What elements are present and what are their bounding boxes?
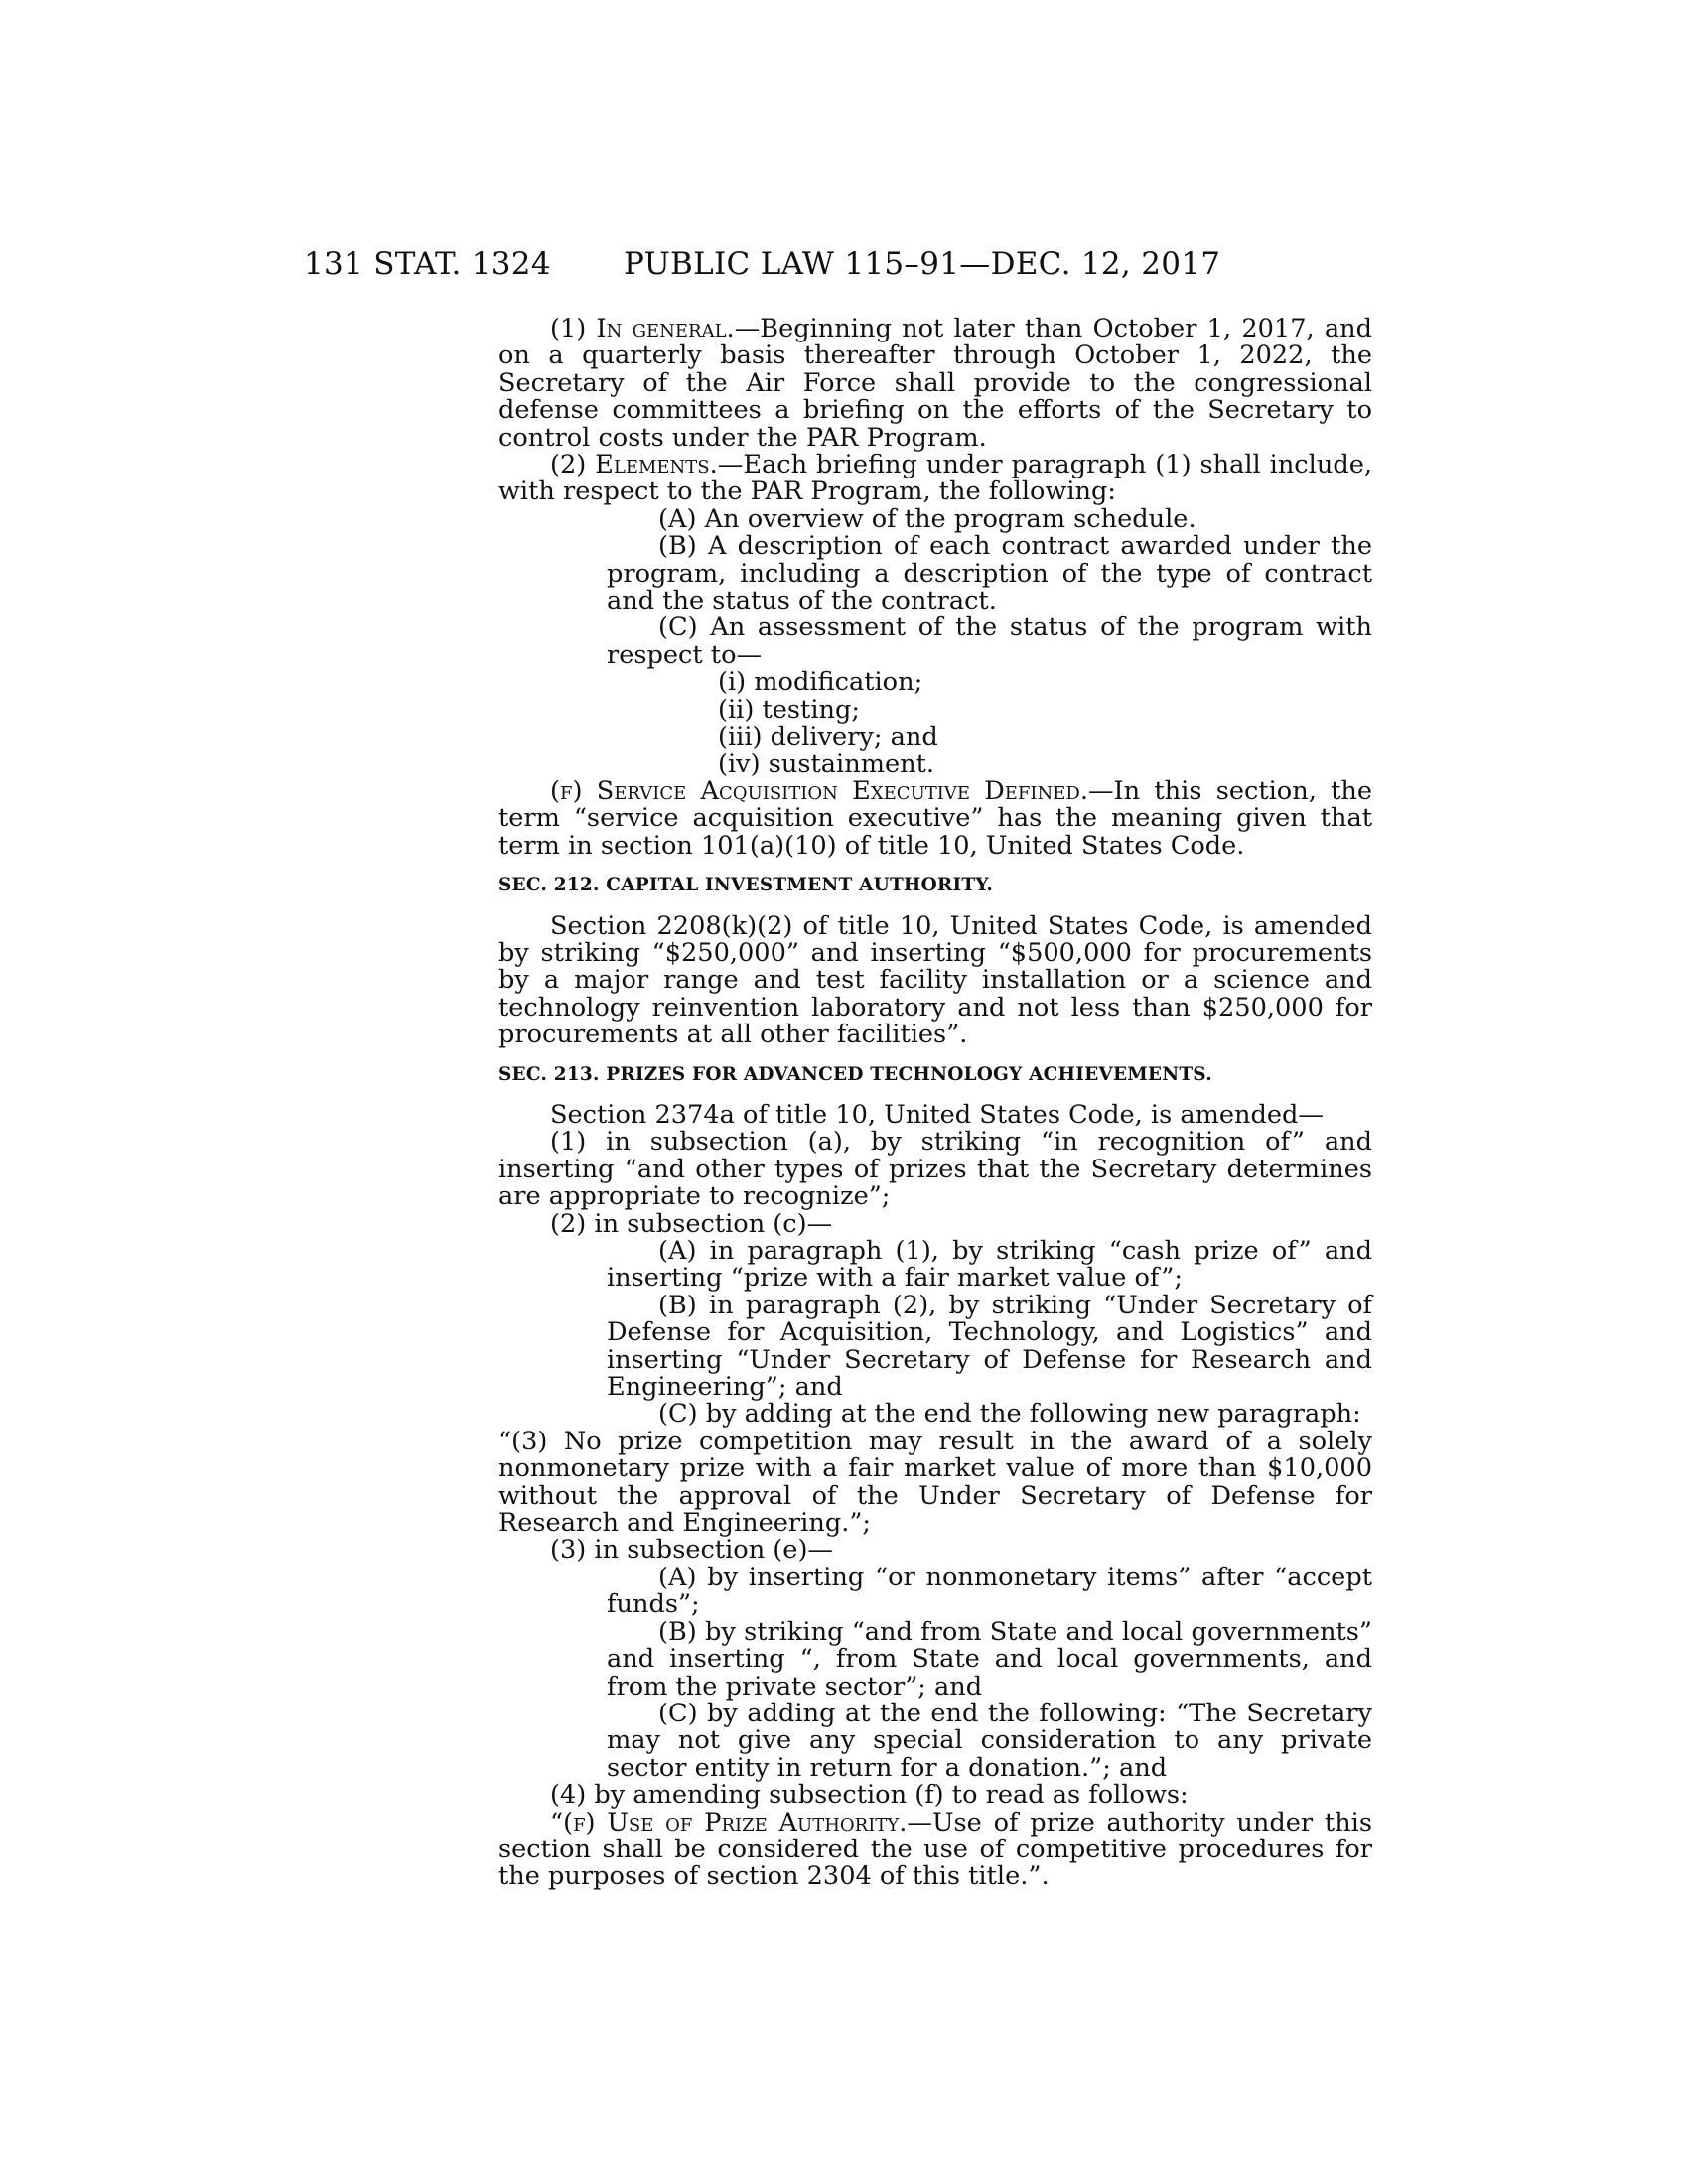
section-213-item-2B: (B) in paragraph (2), by striking “Under Secretary of Defense for Acquisition, Technology, and Logistics” and inserting “Under Secretary of Defense for Research and Engineering”; and [607, 1290, 1372, 1403]
paragraph-1-text: —Beginning not later than October 1, 2017, and on a quarterly basis thereafter through October 1, 2022, the Secretary of the Air Force shall provide to the congressional defense committees a briefing on the efforts of the Secretary to control costs under the PAR Program. [498, 314, 1372, 453]
section-212-heading: SEC. 212. CAPITAL INVESTMENT AUTHORITY. [498, 875, 993, 896]
clause-iii: (iii) delivery; and [718, 722, 938, 752]
section-213-item-3: (3) in subsection (e)— [550, 1535, 834, 1566]
section-213-item-2A: (A) in paragraph (1), by striking “cash prize of” and inserting “prize with a fair market value of”; [607, 1236, 1372, 1294]
subparagraph-A: (A) An overview of the program schedule. [658, 503, 1196, 534]
section-213-item-3A: (A) by inserting “or nonmonetary items” after “accept funds”; [607, 1562, 1372, 1620]
section-213-item-4: (4) by amending subsection (f) to read as follows: [550, 1780, 1189, 1811]
public-law-reference: PUBLIC LAW 115–91—DEC. 12, 2017 [624, 246, 1221, 282]
subsection-f-heading: (f) Service Acquisition Executive Defined. [550, 775, 1088, 806]
paragraph-1-heading: (1) In general. [550, 314, 735, 343]
quoted-paragraph-3-text: “(3) No prize competition may result in the award of a solely nonmonetary prize with a fair market value of more than $10,000 without the approval of the Under Secretary of Defense for Research and Engineering.”; [498, 1426, 1372, 1539]
section-213-item-2C: (C) by adding at the end the following new paragraph: [658, 1399, 1361, 1430]
subsection-f [498, 775, 1372, 861]
subparagraph-C: (C) An assessment of the status of the program with respect to— [607, 613, 1372, 670]
paragraph-1 [498, 316, 1372, 452]
section-213-item-3B: (B) by striking “and from State and local governments” and inserting “, from State and local governments, and from the private sector”; and [607, 1616, 1372, 1702]
section-213-item-3C: (C) by adding at the end the following: “The Secretary may not give any special consideration to any private sector entity in return for a donation.”; and [607, 1698, 1372, 1783]
section-213-heading: SEC. 213. PRIZES FOR ADVANCED TECHNOLOGY ACHIEVEMENTS. [498, 1063, 1212, 1085]
clause-iv: (iv) sustainment. [718, 749, 935, 779]
section-213-item-2: (2) in subsection (c)— [550, 1208, 833, 1239]
section-212-text: Section 2208(k)(2) of title 10, United States Code, is amended by striking “$250,000” and inserting “$500,000 for procurements by a major range and test facility installation or a science and technology reinvention laboratory and not less than $250,000 for procurements at all other facilities”. [498, 910, 1372, 1050]
statute-reference: 131 STAT. 1324 [304, 246, 551, 282]
section-213-intro: Section 2374a of title 10, United States Code, is amended— [550, 1099, 1324, 1130]
subsection-f-text: —In this section, the term “service acquisition executive” has the meaning given that term in section 101(a)(10) of title 10, United States Code. [498, 775, 1372, 861]
paragraph-2 [498, 452, 1372, 506]
quoted-subsection-f-text: —Use of prize authority under this section shall be considered the use of competitive procedures for the purposes of section 2304 of this title.”. [498, 1807, 1373, 1892]
paragraph-2-text: —Each briefing under paragraph (1) shall include, with respect to the PAR Program, the following: [498, 450, 1372, 507]
clause-ii: (ii) testing; [718, 694, 861, 725]
section-213-item-1: (1) in subsection (a), by striking “in recognition of” and inserting “and other types of prizes that the Secretary determines are appropriate to recognize”; [498, 1127, 1372, 1212]
paragraph-2-heading: (2) Elements. [550, 450, 718, 480]
subparagraph-B: (B) A description of each contract awarded under the program, including a description of the type of contract and the status of the contract. [607, 531, 1372, 616]
quoted-subsection-f [498, 1807, 1373, 1892]
quoted-subsection-f-heading: “(f) Use of Prize Authority. [550, 1807, 908, 1838]
clause-i: (i) modification; [718, 667, 923, 698]
document-body [498, 316, 1372, 1891]
quoted-paragraph-3 [498, 1426, 1372, 1539]
